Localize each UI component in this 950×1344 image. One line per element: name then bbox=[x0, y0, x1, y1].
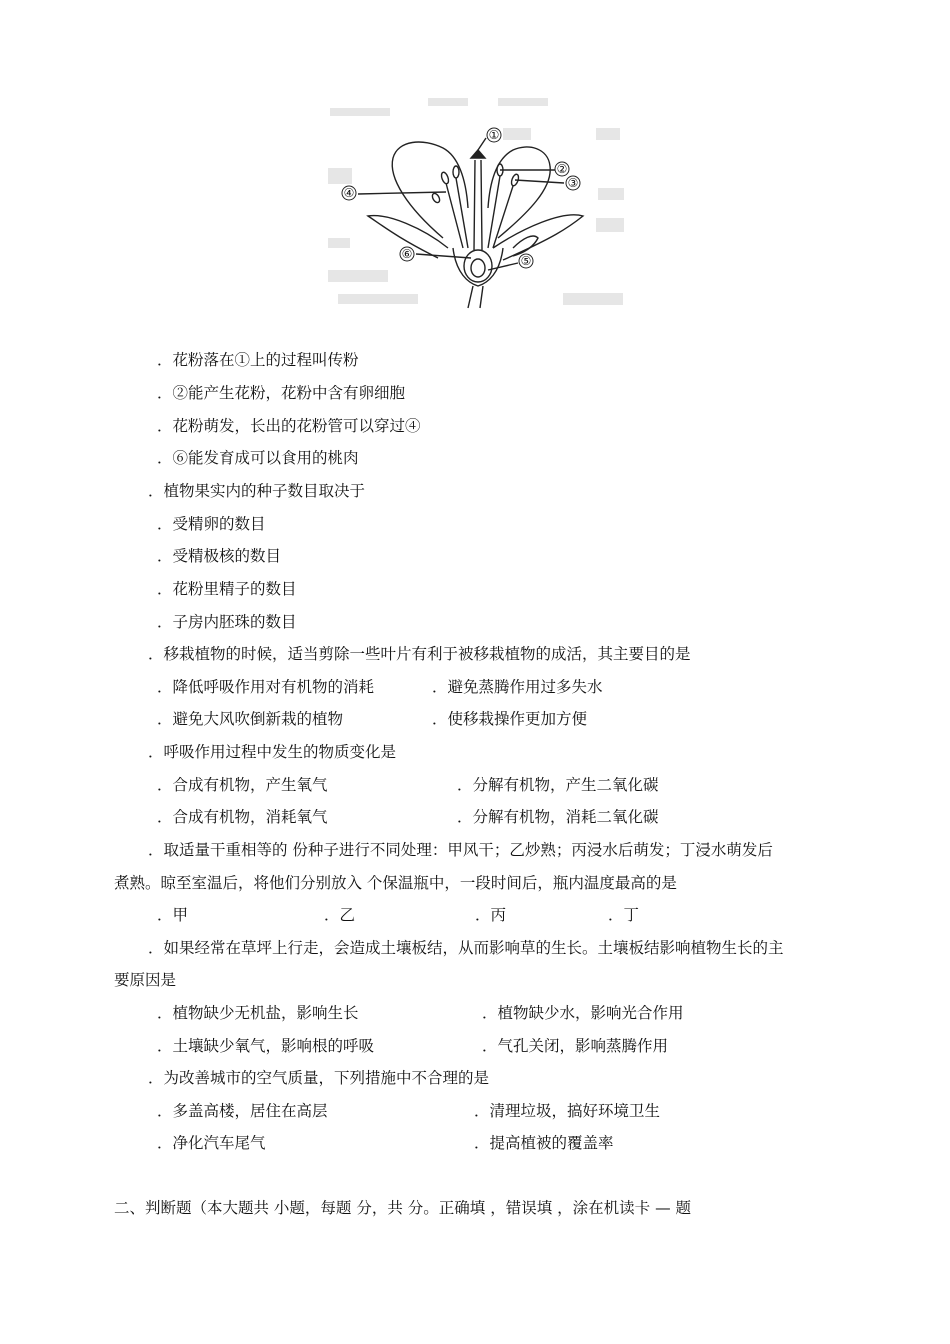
air-option-c: ．净化汽车尾气 bbox=[157, 1134, 266, 1152]
transplant-option-c: ．避免大风吹倒新栽的植物 bbox=[157, 710, 344, 728]
anther-2 bbox=[453, 166, 459, 178]
air-option-a: ．多盖高楼，居住在高层 bbox=[157, 1102, 328, 1120]
anther-1 bbox=[440, 171, 450, 184]
label-6: ⑥ bbox=[401, 247, 413, 261]
air-option-b: ．清理垃圾，搞好环境卫生 bbox=[474, 1102, 661, 1120]
seeds-option-a: ．受精卵的数目 bbox=[157, 515, 266, 533]
temperature-option-d: ．丁 bbox=[608, 906, 640, 924]
soil-question-stem-line1: ．如果经常在草坪上行走，会造成土壤板结，从而影响草的生长。土壤板结影响植物生长的主 bbox=[148, 939, 784, 957]
scan-background-noise bbox=[328, 98, 624, 305]
temperature-option-c: ．丙 bbox=[475, 906, 507, 924]
transplant-option-a: ．降低呼吸作用对有机物的消耗 bbox=[157, 678, 375, 696]
soil-option-c: ．土壤缺少氧气，影响根的呼吸 bbox=[157, 1037, 375, 1055]
ovule bbox=[471, 259, 485, 277]
temperature-question-stem-line2: 煮熟。晾至室温后，将他们分别放入 个保温瓶中，一段时间后，瓶内温度最高的是 bbox=[114, 874, 677, 892]
temperature-question-stem-line1: ．取适量干重相等的 份种子进行不同处理：甲风干；乙炒熟；丙浸水后萌发；丁浸水萌发后 bbox=[148, 841, 773, 859]
seeds-question-stem: ．植物果实内的种子数目取决于 bbox=[148, 482, 366, 500]
label-2: ② bbox=[556, 162, 568, 176]
respiration-option-d: ．分解有机物，消耗二氧化碳 bbox=[457, 808, 659, 826]
anther-fallen bbox=[431, 192, 441, 204]
stigma bbox=[471, 150, 485, 158]
flower-option-b: ．②能产生花粉，花粉中含有卵细胞 bbox=[157, 384, 406, 402]
seeds-option-b: ．受精极核的数目 bbox=[157, 547, 282, 565]
label-1: ① bbox=[488, 128, 500, 142]
air-option-d: ．提高植被的覆盖率 bbox=[474, 1134, 614, 1152]
style bbox=[474, 160, 482, 250]
filament-1 bbox=[446, 183, 463, 248]
diagram-labels bbox=[342, 128, 580, 268]
soil-question-stem-line2: 要原因是 bbox=[114, 971, 177, 989]
seeds-option-c: ．花粉里精子的数目 bbox=[157, 580, 297, 598]
label-5: ⑤ bbox=[520, 254, 532, 268]
label-4: ④ bbox=[343, 186, 355, 200]
flower-option-c: ．花粉萌发，长出的花粉管可以穿过④ bbox=[157, 417, 421, 435]
transplant-question-stem: ．移栽植物的时候，适当剪除一些叶片有利于被移栽植物的成活，其主要目的是 bbox=[148, 645, 691, 663]
section2-title: 二、判断题（本大题共 小题，每题 分，共 分。正确填 ，错误填 ，涂在机读卡 — 题 bbox=[114, 1199, 691, 1217]
soil-option-d: ．气孔关闭，影响蒸腾作用 bbox=[482, 1037, 669, 1055]
leader-6 bbox=[416, 254, 471, 258]
transplant-option-d: ．使移栽操作更加方便 bbox=[432, 710, 588, 728]
filament-4 bbox=[493, 186, 513, 248]
respiration-option-a: ．合成有机物，产生氧气 bbox=[157, 776, 328, 794]
transplant-option-b: ．避免蒸腾作用过多失水 bbox=[432, 678, 603, 696]
leader-1 bbox=[478, 138, 486, 150]
label-3: ③ bbox=[567, 176, 579, 190]
stem bbox=[468, 286, 483, 308]
soil-option-b: ．植物缺少水，影响光合作用 bbox=[482, 1004, 684, 1022]
leader-3 bbox=[515, 180, 564, 183]
respiration-option-c: ．合成有机物，消耗氧气 bbox=[157, 808, 328, 826]
soil-option-a: ．植物缺少无机盐，影响生长 bbox=[157, 1004, 359, 1022]
flower-drawing bbox=[358, 138, 583, 308]
flower-option-d: ．⑥能发育成可以食用的桃肉 bbox=[157, 449, 359, 467]
respiration-question-stem: ．呼吸作用过程中发生的物质变化是 bbox=[148, 743, 397, 761]
air-question-stem: ．为改善城市的空气质量，下列措施中不合理的是 bbox=[148, 1069, 490, 1087]
temperature-option-a: ．甲 bbox=[157, 906, 189, 924]
seeds-option-d: ．子房内胚珠的数目 bbox=[157, 613, 297, 631]
receptacle bbox=[453, 248, 503, 286]
respiration-option-b: ．分解有机物，产生二氧化碳 bbox=[457, 776, 659, 794]
flower-structure-diagram bbox=[328, 98, 628, 313]
temperature-option-b: ．乙 bbox=[324, 906, 356, 924]
flower-option-a: ．花粉落在①上的过程叫传粉 bbox=[157, 351, 359, 369]
